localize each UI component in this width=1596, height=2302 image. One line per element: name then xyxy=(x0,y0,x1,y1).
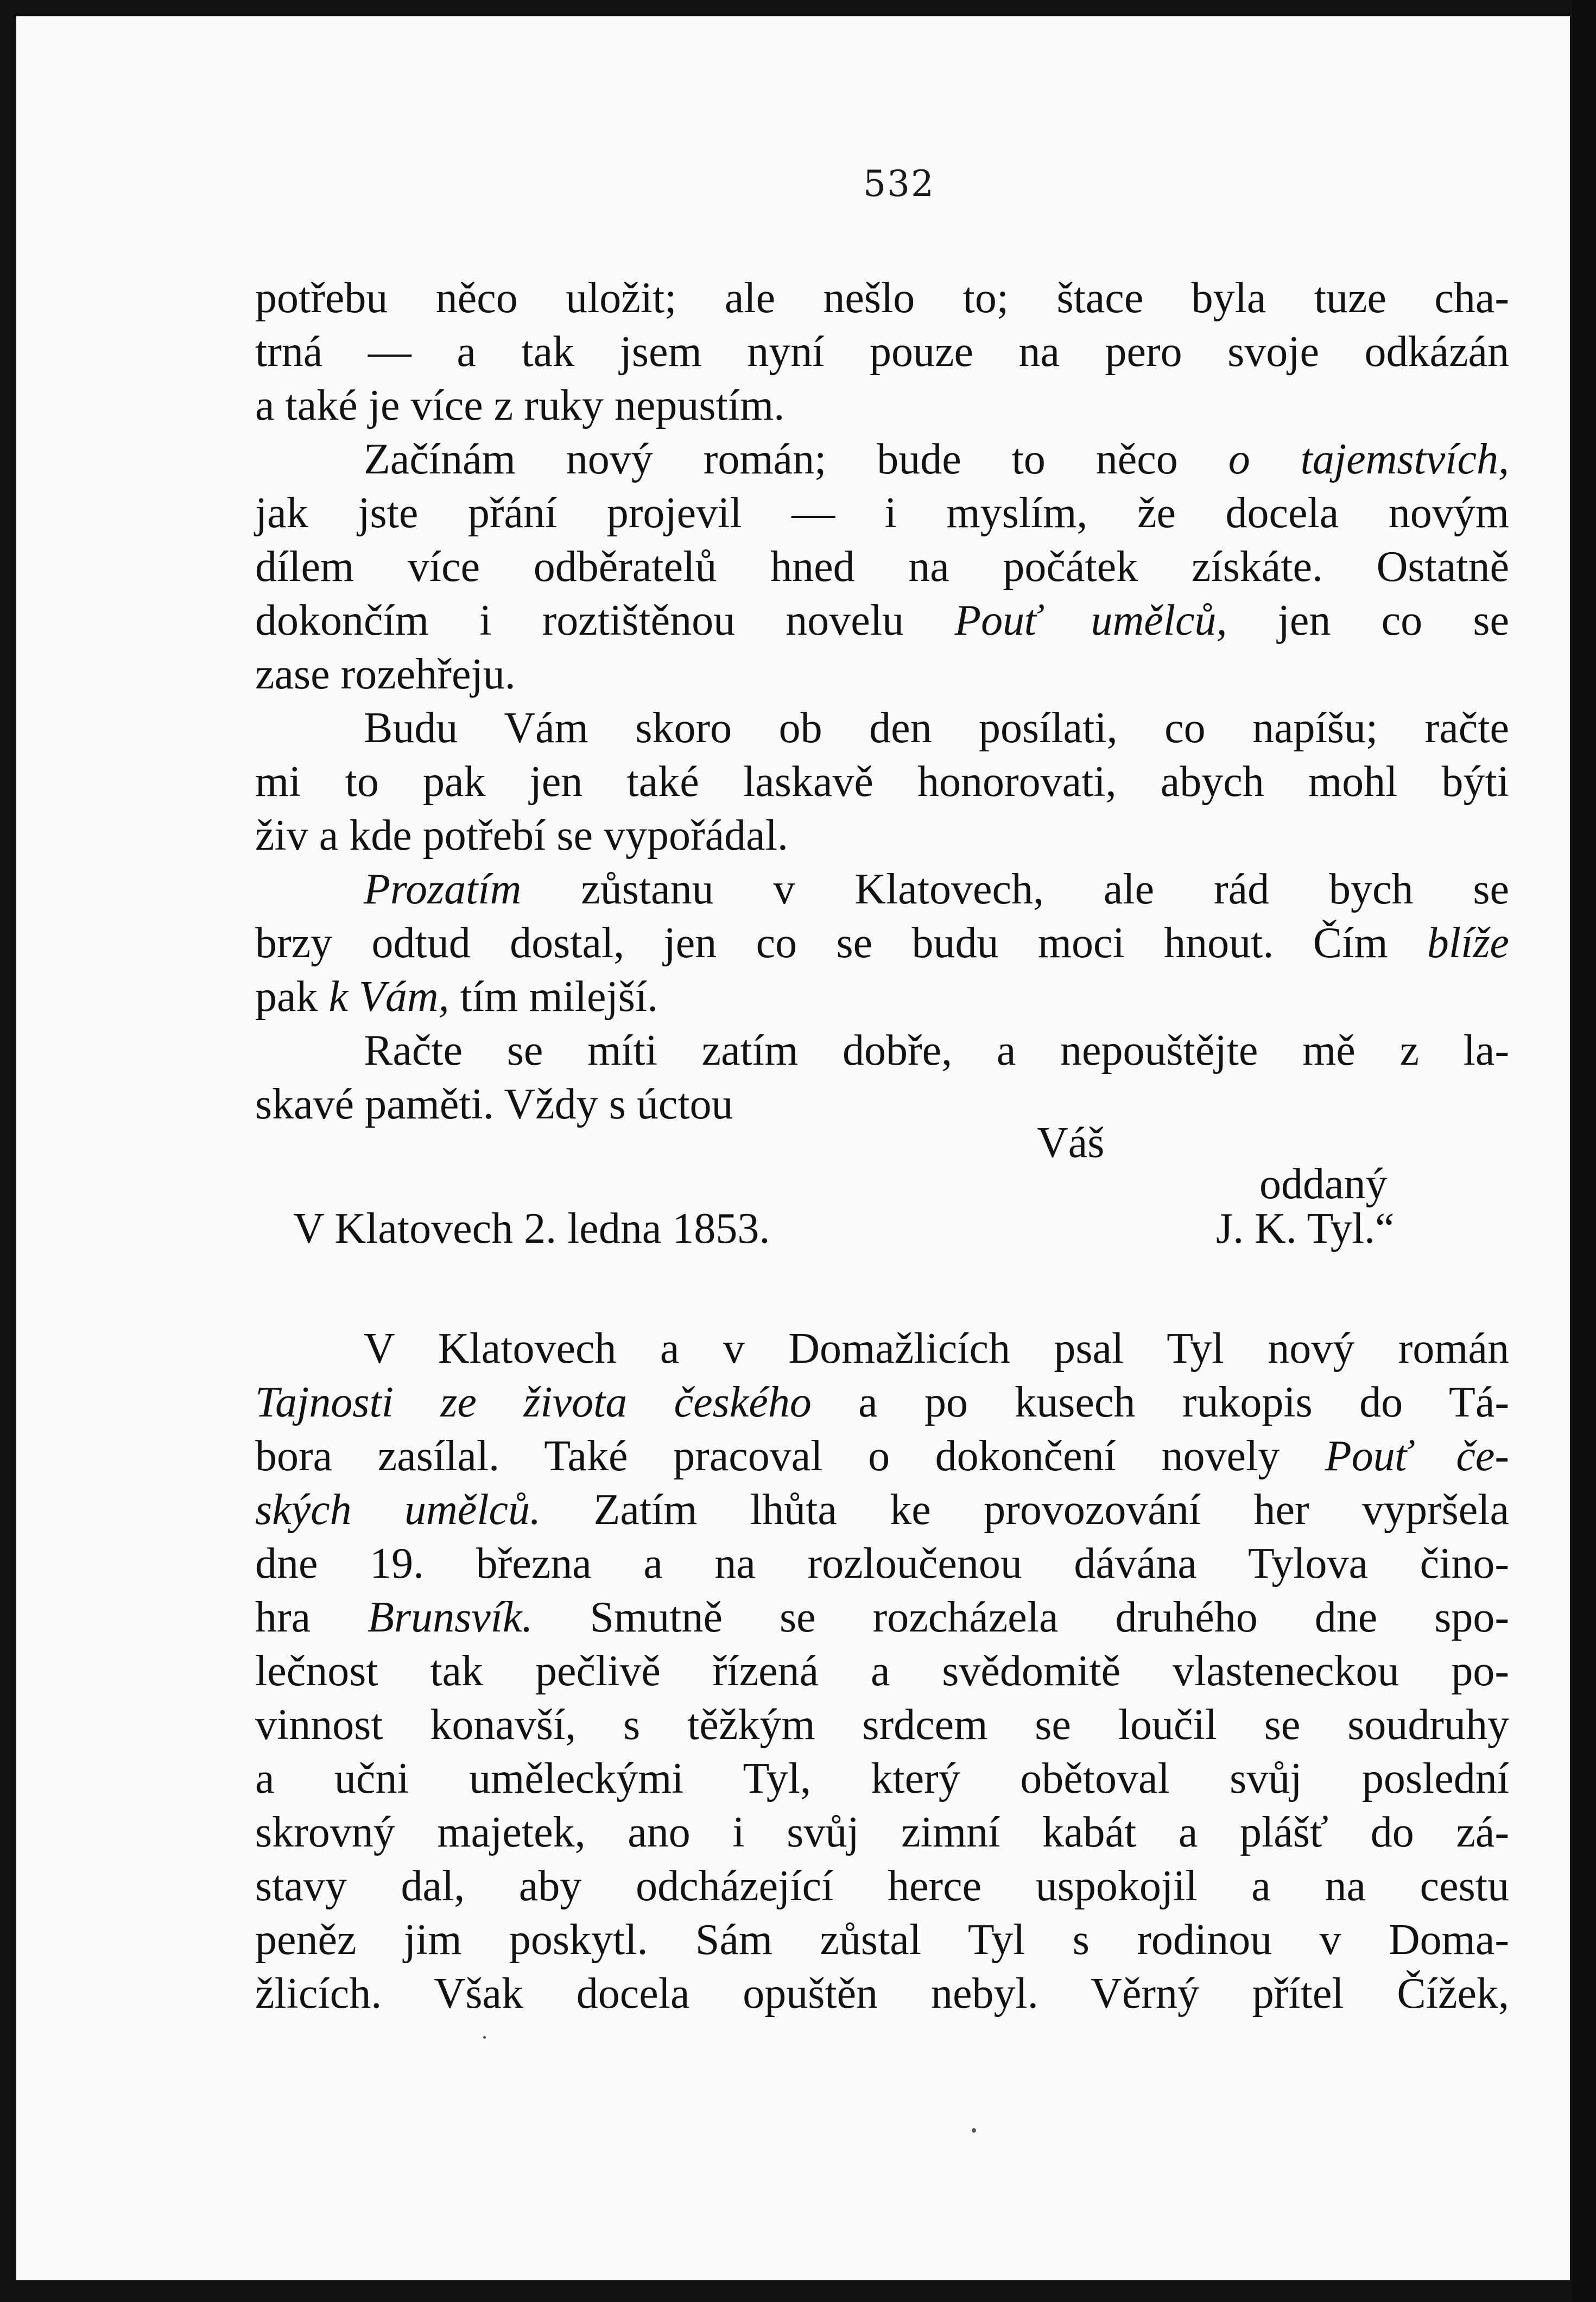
text-line: Budu Vám skoro ob den posílati, co napíšu; račte xyxy=(364,704,1509,752)
text-line: lečnost tak pečlivě řízená a svědomitě vlasteneckou po- xyxy=(255,1647,1509,1695)
text-line: pak k Vám, tím milejší. xyxy=(255,973,658,1021)
italic-phrase: Prozatím xyxy=(364,865,522,913)
text-line: Račte se míti zatím dobře, a nepouštějte mě z la- xyxy=(364,1027,1509,1074)
paper-speck xyxy=(972,2128,976,2133)
text-line: Tajnosti ze života českého a po kusech rukopis do Tá- xyxy=(255,1378,1509,1426)
text-line: zase rozehřeju. xyxy=(255,650,516,698)
text-line: skavé paměti. Vždy s úctou xyxy=(255,1080,733,1128)
italic-title: Pouť umělců, xyxy=(954,597,1227,644)
text-line: hra Brunsvík. Smutně se rozcházela druhého dne spo- xyxy=(255,1593,1509,1641)
letter-text xyxy=(255,271,1509,1131)
paper-speck xyxy=(483,2036,486,2039)
text-line: živ a kde potřebí se vypořádal. xyxy=(255,812,788,859)
italic-title: Brunsvík. xyxy=(368,1593,533,1641)
text-line: dílem více odběratelů hned na počátek získáte. Ostatně xyxy=(255,543,1509,591)
text-line: Prozatím zůstanu v Klatovech, ale rád bych se xyxy=(364,865,1509,913)
text-line: a učni uměleckými Tyl, který obětoval svůj poslední xyxy=(255,1755,1509,1803)
text-line: ských umělců. Zatím lhůta ke provozování her vypršela xyxy=(255,1486,1510,1534)
text-line: dokončím i roztištěnou novelu Pouť umělců, jen co se xyxy=(255,597,1510,644)
text-line: vinnost konavší, s těžkým srdcem se loučil se soudruhy xyxy=(255,1701,1509,1749)
text-line: jak jste přání projevil — i myslím, že docela novým xyxy=(255,489,1509,537)
closing-vas: Váš xyxy=(1037,1119,1105,1167)
italic-title: ských umělců. xyxy=(255,1486,541,1534)
italic-title: Tajnosti ze života českého xyxy=(255,1378,812,1426)
text-line: trná — a tak jsem nyní pouze na pero svoje odkázán xyxy=(255,328,1509,376)
text-line: brzy odtud dostal, jen co se budu moci hnout. Čím blíže xyxy=(255,919,1509,967)
text-line: skrovný majetek, ano i svůj zimní kabát a plášť do zá- xyxy=(255,1808,1509,1856)
narrative-text xyxy=(255,1322,1509,2021)
italic-phrase: blíže xyxy=(1427,919,1509,967)
text-line: mi to pak jen také laskavě honorovati, abych mohl býti xyxy=(255,758,1509,806)
text-line: žlicích. Však docela opuštěn nebyl. Věrný přítel Čížek, xyxy=(255,1970,1509,2018)
book-page xyxy=(16,16,1570,2280)
text-line: potřebu něco uložit; ale nešlo to; štace byla tuze cha- xyxy=(255,274,1509,322)
italic-phrase: k Vám, xyxy=(328,973,449,1021)
signature: J. K. Tyl.“ xyxy=(1216,1205,1395,1253)
text-line: a také je více z ruky nepustím. xyxy=(255,382,785,429)
text-line: bora zasílal. Také pracoval o dokončení novely Pouť če- xyxy=(255,1432,1510,1480)
scan-edge xyxy=(1572,0,1596,2302)
closing-oddany: oddaný xyxy=(1259,1160,1388,1208)
text-line: peněz jim poskytl. Sám zůstal Tyl s rodinou v Doma- xyxy=(255,1916,1509,1964)
place-and-date: V Klatovech 2. ledna 1853. xyxy=(293,1205,770,1253)
text-line: V Klatovech a v Domažlicích psal Tyl nový román xyxy=(364,1325,1509,1373)
text-line: dne 19. března a na rozloučenou dávána Tylova čino- xyxy=(255,1540,1509,1588)
page-number: 532 xyxy=(863,163,935,205)
italic-phrase: o tajemstvích, xyxy=(1228,435,1509,483)
italic-title: Pouť če- xyxy=(1325,1432,1510,1480)
text-line: Začínám nový román; bude to něco o tajemstvích, xyxy=(364,435,1509,483)
text-line: stavy dal, aby odcházející herce uspokojil a na cestu xyxy=(255,1862,1509,1910)
